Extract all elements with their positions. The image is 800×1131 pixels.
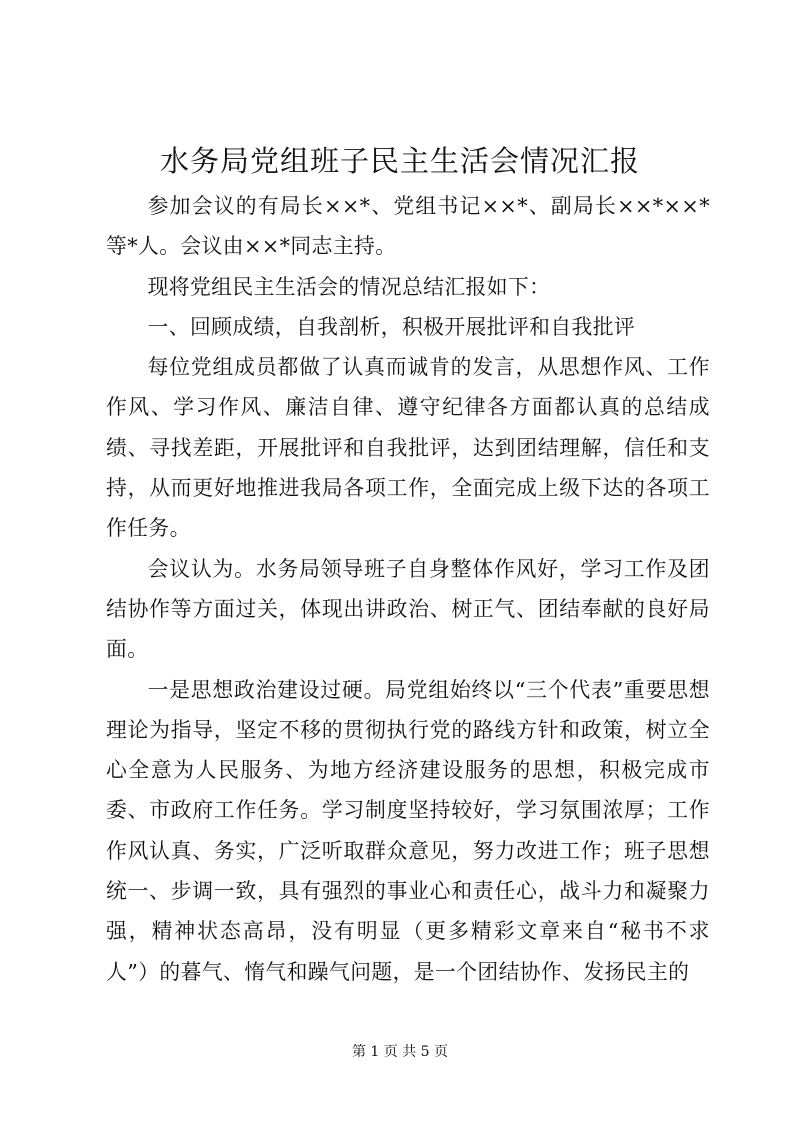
paragraph-political-construction: 一是思想政治建设过硬。局党组始终以“三个代表”重要思想理论为指导，坚定不移的贯彻执行党的路线方针和政策，树立全心全意为人民服务、为地方经济建设服务的思想，积极完成市委、市政府工作任务。学习制度坚持较好，学习氛围浓厚；工作作风认真、务实，广泛听取群众意见，努力改进工作；班子思想统一、步调一致，具有强烈的事业心和责任心，战斗力和凝聚力强，精神状态高昂，没有明显（更多精彩文章来自“秘书不求人”）的暮气、惰气和躁气问题，是一个团结协作、发扬民主的 <box>106 677 710 984</box>
paragraph-conclusion: 会议认为。水务局领导班子自身整体作风好，学习工作及团结协作等方面过关，体现出讲政治、树正气、团结奉献的良好局面。 <box>106 556 710 662</box>
document-title: 水务局党组班子民主生活会情况汇报 <box>159 144 640 178</box>
paragraph-attendees: 参加会议的有局长××*、党组书记××*、副局长××*××*等*人。会议由××*同志主持。 <box>106 194 710 259</box>
page-footer: 第 1 页 共 5 页 <box>351 1044 449 1060</box>
paragraph-intro: 现将党组民主生活会的情况总结汇报如下： <box>147 274 551 299</box>
paragraph-speeches: 每位党组成员都做了认真而诚肯的发言，从思想作风、工作作风、学习作风、廉洁自律、遵守纪律各方面都认真的总结成绩、寻找差距，开展批评和自我批评，达到团结理解，信任和支持，从而更好地推进我局各项工作，全面完成上级下达的各项工作任务。 <box>106 355 710 541</box>
section-heading-1: 一、回顾成绩，自我剖析，积极开展批评和自我批评 <box>147 314 636 339</box>
document-body <box>106 186 710 992</box>
